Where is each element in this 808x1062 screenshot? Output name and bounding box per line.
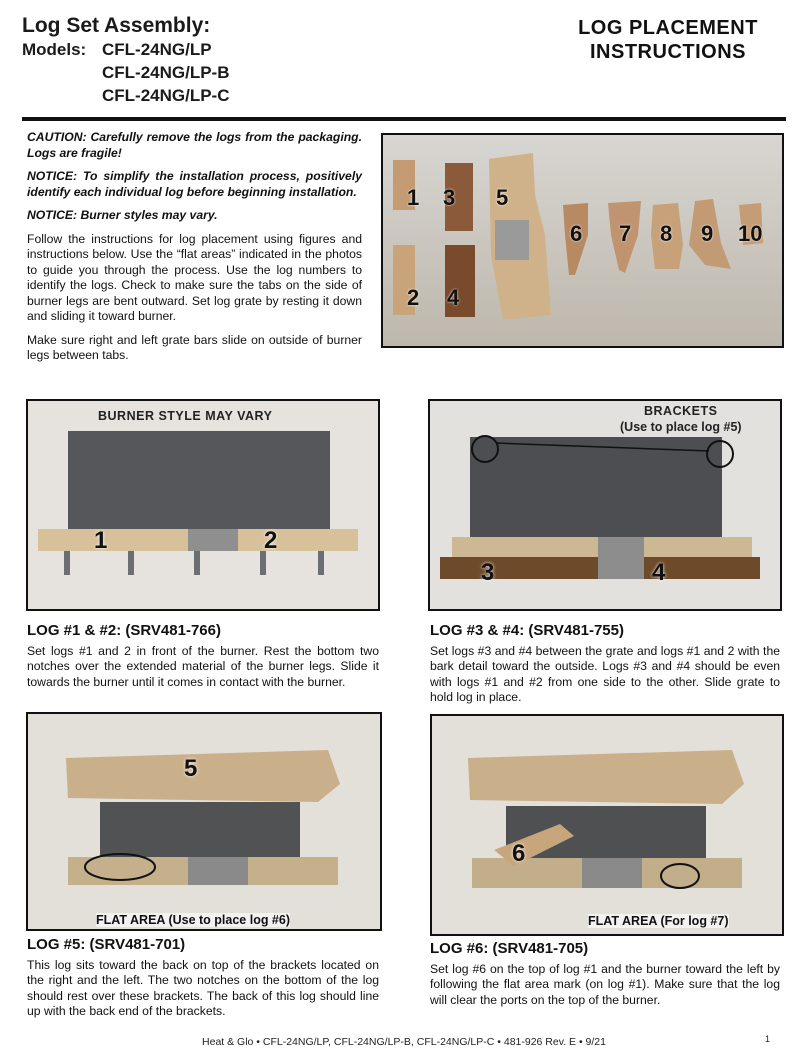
log-label: 5 [496, 185, 509, 210]
log-label: 3 [481, 559, 495, 586]
model-number: CFL-24NG/LP [102, 40, 212, 59]
burner-photo-log-5 [26, 712, 382, 931]
burner-photo-log-6 [430, 714, 784, 936]
log-label: 10 [738, 221, 763, 246]
section-text: Set logs #3 and #4 between the grate and logs #1 and 2 with the bark detail toward the outside. Logs #3 and #4 should be even with logs #1 and #2 from one side to the other. Slide grate to hold log in place. [430, 644, 780, 704]
model-line [22, 38, 230, 61]
notice-text: NOTICE: To simplify the installation process, positively identify each individual log before beginning installation. [27, 169, 362, 199]
document-header [22, 14, 230, 107]
log-label: 3 [443, 185, 456, 210]
log-label: 1 [407, 185, 420, 210]
log-label: 1 [94, 527, 108, 554]
photo-caption: BURNER STYLE MAY VARY [98, 409, 273, 423]
header-divider [22, 117, 786, 121]
log-label: 2 [407, 285, 420, 310]
section-heading: LOG #1 & #2: (SRV481-766) [27, 622, 221, 639]
page-footer: Heat & Glo • CFL-24NG/LP, CFL-24NG/LP-B, CFL-24NG/LP-C • 481-926 Rev. E • 9/21 [202, 1036, 606, 1048]
photo-caption: FLAT AREA (For log #7) [588, 914, 729, 928]
section-text: This log sits toward the back on top of the brackets located on the right and the left. The two notches on the bottom of the log should rest over these brackets. The back of this log should line up with the back end of the brackets. [27, 958, 379, 1018]
section-log-1-2 [27, 622, 379, 690]
model-number: CFL-24NG/LP-C [102, 86, 230, 105]
caution-text: CAUTION: Carefully remove the logs from the packaging. Logs are fragile! [27, 130, 362, 160]
section-text: Set log #6 on the top of log #1 and the burner toward the left by following the flat area mark (on log #1). Make sure that the log will clear the ports on the top of the burner. [430, 962, 780, 1007]
photo-caption: (Use to place log #5) [620, 420, 742, 434]
log-label: 4 [652, 559, 666, 586]
log-label: 6 [512, 840, 526, 867]
log-label: 6 [570, 221, 583, 246]
models-label: Models: [22, 40, 87, 59]
log-set-photo [381, 133, 784, 348]
page-number: 1 [764, 1034, 770, 1044]
document-title: Log Set Assembly: [22, 14, 211, 37]
instructions-title [558, 16, 778, 64]
instructions-title-line: INSTRUCTIONS [590, 41, 746, 63]
model-number: CFL-24NG/LP-B [102, 63, 230, 82]
section-text: Set logs #1 and 2 in front of the burner. Rest the bottom two notches over the extended material of the burner legs. Slide it towards the burner until it comes in contact with the burner. [27, 644, 379, 689]
instructions-paragraph: Follow the instructions for log placement using figures and instructions below. Use the “flat areas” indicated in the photos to guide you through the process. Use the log numbers to identify the logs. Check to make sure the tabs on the side of burner legs are bent outward. Set log grate by resting it down and sliding it toward burner. [27, 231, 362, 323]
log-label: 2 [264, 527, 278, 554]
notice-text: NOTICE: Burner styles may vary. [27, 208, 218, 222]
photo-caption: FLAT AREA (Use to place log #6) [96, 913, 291, 927]
section-log-6 [430, 940, 780, 1008]
intro-text [27, 130, 362, 372]
burner-photo-logs-3-4 [428, 399, 782, 611]
instructions-title-line: LOG PLACEMENT [578, 17, 758, 39]
log-label: 5 [184, 755, 198, 782]
burner-photo-logs-1-2 [26, 399, 380, 611]
instructions-paragraph: Make sure right and left grate bars slide on outside of burner legs between tabs. [27, 332, 362, 362]
log-label: 4 [447, 285, 460, 310]
section-log-5 [27, 936, 379, 1019]
section-heading: LOG #5: (SRV481-701) [27, 936, 186, 953]
section-log-3-4 [430, 622, 780, 705]
section-heading: LOG #3 & #4: (SRV481-755) [430, 622, 624, 639]
log-label: 9 [701, 221, 714, 246]
section-heading: LOG #6: (SRV481-705) [430, 940, 589, 957]
photo-caption: BRACKETS [644, 404, 718, 418]
log-label: 8 [660, 221, 673, 246]
log-label: 7 [619, 221, 632, 246]
